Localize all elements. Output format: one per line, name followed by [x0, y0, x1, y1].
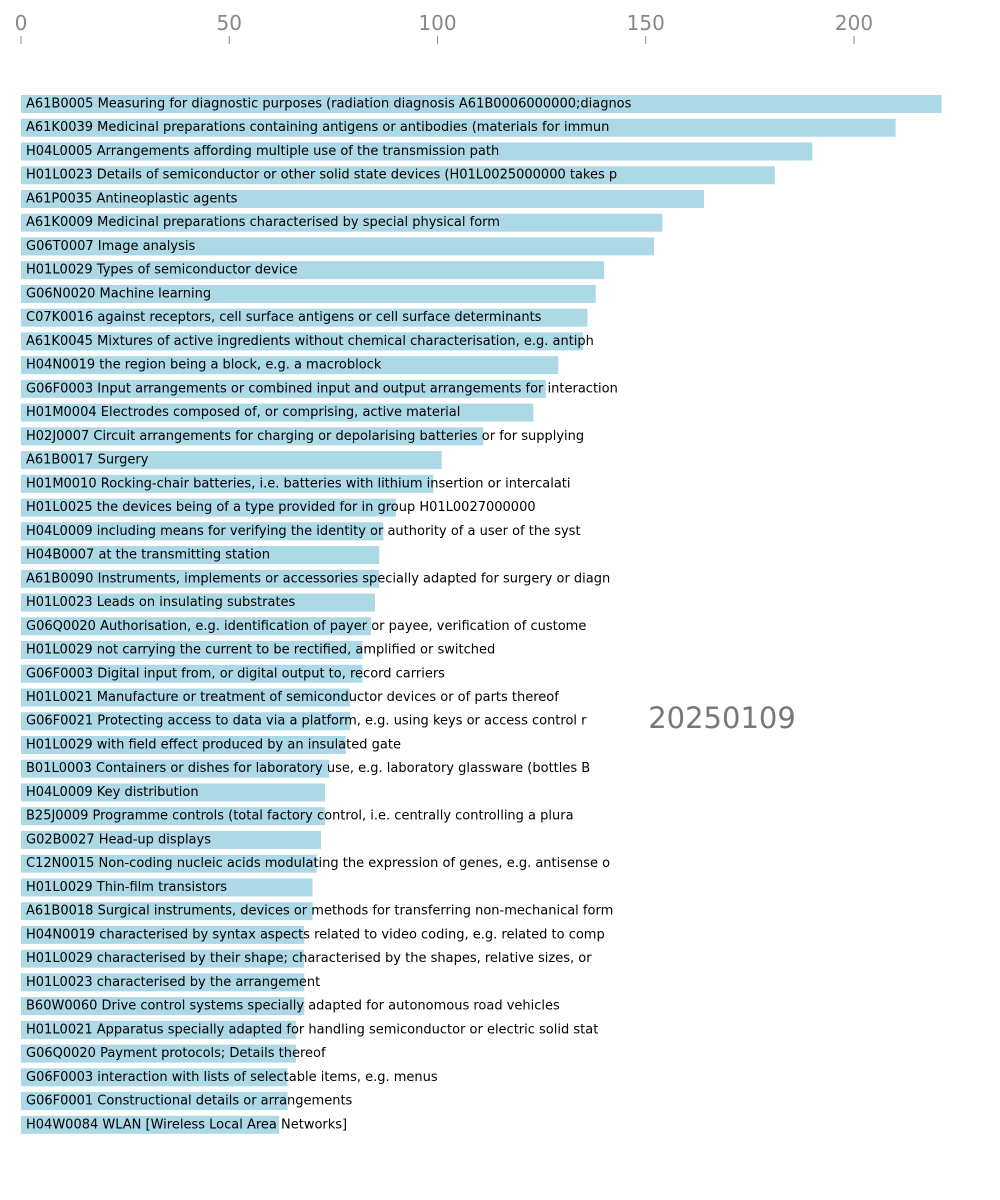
bar-label: A61B0018 Surgical instruments, devices or methods for transferring non-mechanical form [26, 903, 614, 919]
bar-label: A61B0005 Measuring for diagnostic purposes (radiation diagnosis A61B0006000000;diagnos [26, 96, 632, 112]
bar-label: B60W0060 Drive control systems specially adapted for autonomous road vehicles [26, 998, 560, 1014]
bar-label: G06F0003 interaction with lists of selectable items, e.g. menus [26, 1069, 438, 1085]
bar-label: H04N0019 the region being a block, e.g. a macroblock [26, 357, 382, 373]
bar-label: H01M0004 Electrodes composed of, or comprising, active material [26, 405, 461, 421]
bar-label: C12N0015 Non-coding nucleic acids modulating the expression of genes, e.g. antisense o [26, 856, 611, 872]
bar-label: H01M0010 Rocking-chair batteries, i.e. batteries with lithium insertion or intercalati [26, 476, 571, 492]
bar-label: A61K0045 Mixtures of active ingredients without chemical characterisation, e.g. antiph [26, 333, 594, 349]
bar-label: B25J0009 Programme controls (total factory control, i.e. centrally controlling a plura [26, 808, 574, 824]
bar-label: C07K0016 against receptors, cell surface antigens or cell surface determinants [26, 310, 542, 326]
x-axis [15, 11, 873, 44]
bar-label: H01L0029 Types of semiconductor device [26, 262, 298, 278]
bar-label: A61B0090 Instruments, implements or accessories specially adapted for surgery or diagn [26, 571, 611, 587]
bar-label: A61K0039 Medicinal preparations containing antigens or antibodies (materials for immun [26, 120, 610, 136]
bar-label: H04W0084 WLAN [Wireless Local Area Networks] [26, 1117, 348, 1133]
bar-label: H01L0029 characterised by their shape; characterised by the shapes, relative sizes, or [26, 951, 592, 967]
bar-label: G06F0001 Constructional details or arrangements [26, 1093, 353, 1109]
x-tick-label: 0 [14, 11, 28, 35]
bar-label: H01L0021 Manufacture or treatment of semiconductor devices or of parts thereof [26, 690, 559, 705]
bar-label: H04L0009 Key distribution [26, 784, 199, 800]
bar-label: H01L0025 the devices being of a type provided for in group H01L0027000000 [26, 500, 536, 516]
bar-label: H01L0021 Apparatus specially adapted for handling semiconductor or electric solid stat [26, 1022, 599, 1038]
bar-label: G06F0003 Input arrangements or combined input and output arrangements for interaction [26, 381, 618, 397]
bar-label: H04B0007 at the transmitting station [26, 547, 270, 563]
x-tick-label: 50 [216, 11, 242, 35]
x-tick-label: 100 [418, 11, 457, 35]
bar-label: H01L0029 with field effect produced by an insulated gate [26, 737, 401, 753]
bar-label: G06F0003 Digital input from, or digital output to, record carriers [26, 666, 445, 682]
bar-label: H01L0023 Leads on insulating substrates [26, 595, 296, 611]
x-tick-label: 200 [834, 11, 874, 35]
bar-label: H04L0009 including means for verifying the identity or authority of a user of the syst [26, 523, 581, 539]
bar-label: G06Q0020 Authorisation, e.g. identification of payer or payee, verification of custome [26, 618, 587, 634]
bar-label: H04N0019 characterised by syntax aspects related to video coding, e.g. related to comp [26, 927, 605, 943]
bar-label: H01L0023 Details of semiconductor or other solid state devices (H01L0025000000 takes p [26, 167, 618, 183]
bar-label: H04L0005 Arrangements affording multiple use of the transmission path [26, 143, 500, 159]
bar-label: H01L0029 Thin-film transistors [26, 879, 228, 895]
bar-label: G06N0020 Machine learning [26, 286, 212, 302]
bar-label: H01L0029 not carrying the current to be rectified, amplified or switched [26, 642, 496, 658]
bar-label: G06F0021 Protecting access to data via a platform, e.g. using keys or access control r [26, 713, 587, 729]
bars [21, 95, 941, 1134]
date-annotation: 20250109 [648, 701, 796, 735]
bar-label: A61B0017 Surgery [26, 452, 149, 468]
bar-label: G06T0007 Image analysis [26, 238, 196, 254]
bar-label: H02J0007 Circuit arrangements for charging or depolarising batteries or for supplying [26, 428, 585, 444]
bar-label: G02B0027 Head-up displays [26, 832, 211, 848]
bar-label: G06Q0020 Payment protocols; Details thereof [26, 1046, 326, 1062]
x-tick-label: 150 [626, 11, 665, 35]
bar-label: A61K0009 Medicinal preparations characterised by special physical form [26, 215, 500, 231]
bar-label: A61P0035 Antineoplastic agents [26, 191, 238, 207]
bar-label: B01L0003 Containers or dishes for laboratory use, e.g. laboratory glassware (bottles B [26, 761, 591, 777]
bar-label: H01L0023 characterised by the arrangement [26, 974, 321, 990]
